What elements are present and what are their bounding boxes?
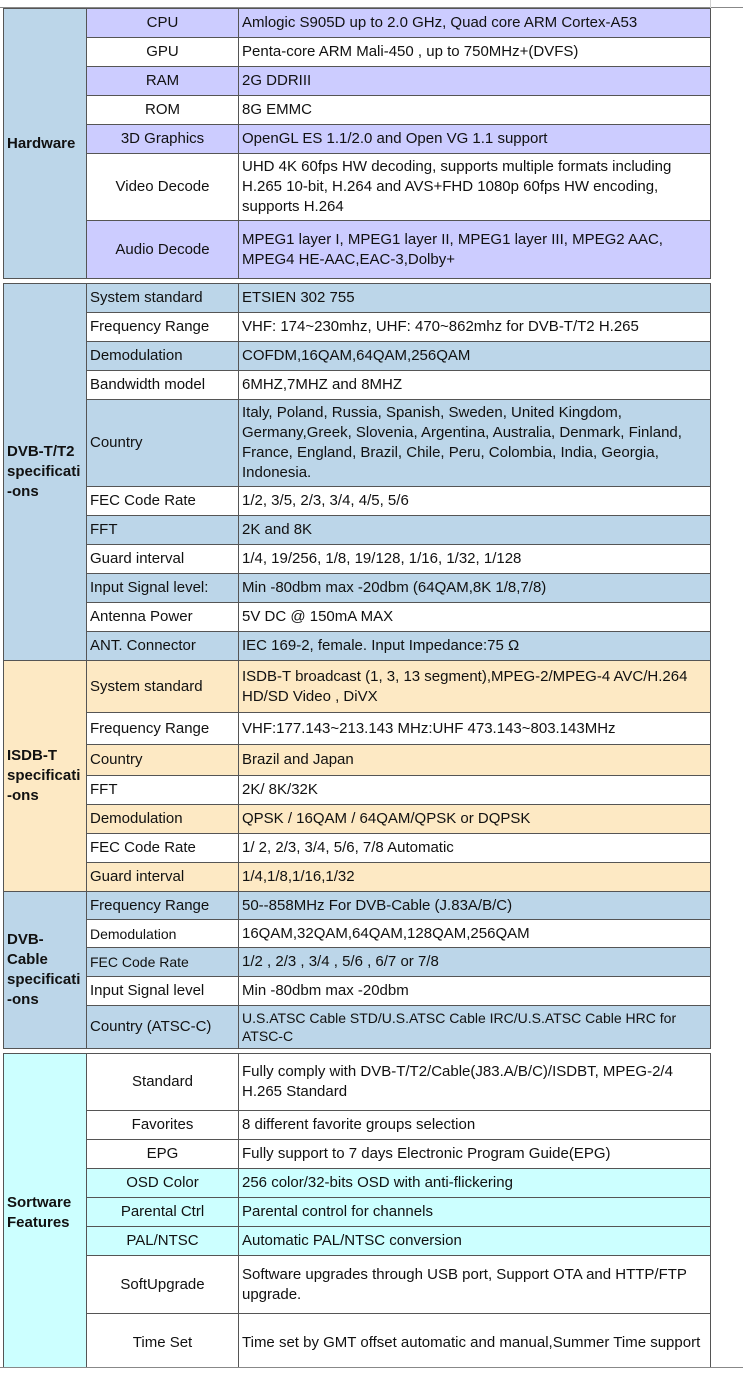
row-label: System standard bbox=[87, 661, 239, 713]
row-value: ETSIEN 302 755 bbox=[239, 284, 711, 313]
table-row bbox=[4, 713, 711, 745]
section-header-isdbt: ISDB-T specificati -ons bbox=[4, 661, 87, 892]
table-row bbox=[4, 38, 711, 67]
table-row bbox=[4, 313, 711, 342]
row-label: RAM bbox=[87, 67, 239, 96]
section-header-dvbt: DVB-T/T2 specificati -ons bbox=[4, 284, 87, 661]
spec-table bbox=[3, 8, 711, 1372]
row-value: Automatic PAL/NTSC conversion bbox=[239, 1227, 711, 1256]
row-label: EPG bbox=[87, 1140, 239, 1169]
table-row bbox=[4, 632, 711, 661]
row-label: FEC Code Rate bbox=[87, 834, 239, 863]
row-value: 16QAM,32QAM,64QAM,128QAM,256QAM bbox=[239, 920, 711, 948]
row-label: Country bbox=[87, 400, 239, 487]
table-row bbox=[4, 96, 711, 125]
row-value: VHF:177.143~213.143 MHz:UHF 473.143~803.143MHz bbox=[239, 713, 711, 745]
table-row bbox=[4, 516, 711, 545]
table-row bbox=[4, 125, 711, 154]
row-value: 8G EMMC bbox=[239, 96, 711, 125]
table-row bbox=[4, 1256, 711, 1314]
row-value: Fully comply with DVB-T/T2/Cable(J83.A/B/C)/ISDBT, MPEG-2/4 H.265 Standard bbox=[239, 1054, 711, 1111]
top-row-border bbox=[0, 0, 743, 8]
row-label: ROM bbox=[87, 96, 239, 125]
table-row bbox=[4, 1227, 711, 1256]
row-label: Guard interval bbox=[87, 863, 239, 892]
section-header-cable: DVB- Cable specificati -ons bbox=[4, 892, 87, 1049]
row-label: System standard bbox=[87, 284, 239, 313]
table-row bbox=[4, 1054, 711, 1111]
row-label: Audio Decode bbox=[87, 221, 239, 279]
row-label: Antenna Power bbox=[87, 603, 239, 632]
row-value: 256 color/32-bits OSD with anti-flickering bbox=[239, 1169, 711, 1198]
row-label: PAL/NTSC bbox=[87, 1227, 239, 1256]
row-label: CPU bbox=[87, 9, 239, 38]
table-row bbox=[4, 154, 711, 221]
table-row bbox=[4, 342, 711, 371]
row-value: MPEG1 layer I, MPEG1 layer II, MPEG1 layer III, MPEG2 AAC, MPEG4 HE-AAC,EAC-3,Dolby+ bbox=[239, 221, 711, 279]
row-value: QPSK / 16QAM / 64QAM/QPSK or DQPSK bbox=[239, 805, 711, 834]
row-value: COFDM,16QAM,64QAM,256QAM bbox=[239, 342, 711, 371]
row-label: FFT bbox=[87, 776, 239, 805]
row-value: Italy, Poland, Russia, Spanish, Sweden, United Kingdom, Germany,Greek, Slovenia, Argentina, Australia, Denmark, Finland, France, England, Brazil, Chile, Peru, Colombia, India, Georgia, Indonesia. bbox=[239, 400, 711, 487]
row-value: UHD 4K 60fps HW decoding, supports multiple formats including H.265 10-bit, H.264 and AVS+FHD 1080p 60fps HW encoding, supports H.264 bbox=[239, 154, 711, 221]
table-row bbox=[4, 371, 711, 400]
row-label: ANT. Connector bbox=[87, 632, 239, 661]
row-label: FEC Code Rate bbox=[87, 487, 239, 516]
row-value: Amlogic S905D up to 2.0 GHz, Quad core ARM Cortex-A53 bbox=[239, 9, 711, 38]
row-value: 8 different favorite groups selection bbox=[239, 1111, 711, 1140]
row-value: 6MHZ,7MHZ and 8MHZ bbox=[239, 371, 711, 400]
table-row bbox=[4, 1169, 711, 1198]
row-label: Input Signal level bbox=[87, 977, 239, 1006]
row-label: Input Signal level: bbox=[87, 574, 239, 603]
row-label: Country (ATSC-C) bbox=[87, 1006, 239, 1049]
table-row bbox=[4, 776, 711, 805]
row-value: Min -80dbm max -20dbm (64QAM,8K 1/8,7/8) bbox=[239, 574, 711, 603]
table-row bbox=[4, 67, 711, 96]
row-label: Frequency Range bbox=[87, 892, 239, 920]
table-row bbox=[4, 603, 711, 632]
table-row bbox=[4, 1198, 711, 1227]
row-value: IEC 169-2, female. Input Impedance:75 Ω bbox=[239, 632, 711, 661]
row-value: Fully support to 7 days Electronic Program Guide(EPG) bbox=[239, 1140, 711, 1169]
row-value: 2G DDRIII bbox=[239, 67, 711, 96]
table-row bbox=[4, 574, 711, 603]
row-label: Parental Ctrl bbox=[87, 1198, 239, 1227]
table-row bbox=[4, 834, 711, 863]
row-label: SoftUpgrade bbox=[87, 1256, 239, 1314]
table-row bbox=[4, 661, 711, 713]
row-label: OSD Color bbox=[87, 1169, 239, 1198]
row-value: U.S.ATSC Cable STD/U.S.ATSC Cable IRC/U.S.ATSC Cable HRC for ATSC-C bbox=[239, 1006, 711, 1049]
row-label: GPU bbox=[87, 38, 239, 67]
row-value: 1/2, 3/5, 2/3, 3/4, 4/5, 5/6 bbox=[239, 487, 711, 516]
table-row bbox=[4, 1006, 711, 1049]
row-value: 1/4, 19/256, 1/8, 19/128, 1/16, 1/32, 1/128 bbox=[239, 545, 711, 574]
table-row bbox=[4, 892, 711, 920]
row-value: 50--858MHz For DVB-Cable (J.83A/B/C) bbox=[239, 892, 711, 920]
row-label: Standard bbox=[87, 1054, 239, 1111]
row-value: Parental control for channels bbox=[239, 1198, 711, 1227]
table-row bbox=[4, 545, 711, 574]
row-label: Demodulation bbox=[87, 805, 239, 834]
row-value: 1/2 , 2/3 , 3/4 , 5/6 , 6/7 or 7/8 bbox=[239, 948, 711, 977]
table-row bbox=[4, 805, 711, 834]
row-value: OpenGL ES 1.1/2.0 and Open VG 1.1 support bbox=[239, 125, 711, 154]
row-value: Penta-core ARM Mali-450 , up to 750MHz+(DVFS) bbox=[239, 38, 711, 67]
table-row bbox=[4, 863, 711, 892]
table-row bbox=[4, 920, 711, 948]
row-value: Min -80dbm max -20dbm bbox=[239, 977, 711, 1006]
row-value: 2K and 8K bbox=[239, 516, 711, 545]
section-header-software: Sortware Features bbox=[4, 1054, 87, 1372]
row-label: Frequency Range bbox=[87, 713, 239, 745]
row-label: Video Decode bbox=[87, 154, 239, 221]
row-value: VHF: 174~230mhz, UHF: 470~862mhz for DVB-T/T2 H.265 bbox=[239, 313, 711, 342]
table-row bbox=[4, 745, 711, 776]
table-row bbox=[4, 1140, 711, 1169]
table-row bbox=[4, 221, 711, 279]
row-label: Country bbox=[87, 745, 239, 776]
row-value: 2K/ 8K/32K bbox=[239, 776, 711, 805]
row-label: Frequency Range bbox=[87, 313, 239, 342]
section-header-hardware: Hardware bbox=[4, 9, 87, 279]
row-label: Bandwidth model bbox=[87, 371, 239, 400]
row-value: ISDB-T broadcast (1, 3, 13 segment),MPEG-2/MPEG-4 AVC/H.264 HD/SD Video , DiVX bbox=[239, 661, 711, 713]
table-row bbox=[4, 284, 711, 313]
row-label: Demodulation bbox=[87, 920, 239, 948]
row-label: FFT bbox=[87, 516, 239, 545]
row-label: 3D Graphics bbox=[87, 125, 239, 154]
table-row bbox=[4, 1314, 711, 1372]
row-value: Software upgrades through USB port, Support OTA and HTTP/FTP upgrade. bbox=[239, 1256, 711, 1314]
row-label: FEC Code Rate bbox=[87, 948, 239, 977]
row-value: 1/4,1/8,1/16,1/32 bbox=[239, 863, 711, 892]
row-value: 5V DC @ 150mA MAX bbox=[239, 603, 711, 632]
row-value: Time set by GMT offset automatic and manual,Summer Time support bbox=[239, 1314, 711, 1372]
row-label: Guard interval bbox=[87, 545, 239, 574]
row-value: Brazil and Japan bbox=[239, 745, 711, 776]
row-value: 1/ 2, 2/3, 3/4, 5/6, 7/8 Automatic bbox=[239, 834, 711, 863]
table-row bbox=[4, 9, 711, 38]
table-row bbox=[4, 977, 711, 1006]
row-label: Demodulation bbox=[87, 342, 239, 371]
row-label: Favorites bbox=[87, 1111, 239, 1140]
row-label: Time Set bbox=[87, 1314, 239, 1372]
table-row bbox=[4, 487, 711, 516]
table-row bbox=[4, 1111, 711, 1140]
table-row bbox=[4, 400, 711, 487]
table-row bbox=[4, 948, 711, 977]
